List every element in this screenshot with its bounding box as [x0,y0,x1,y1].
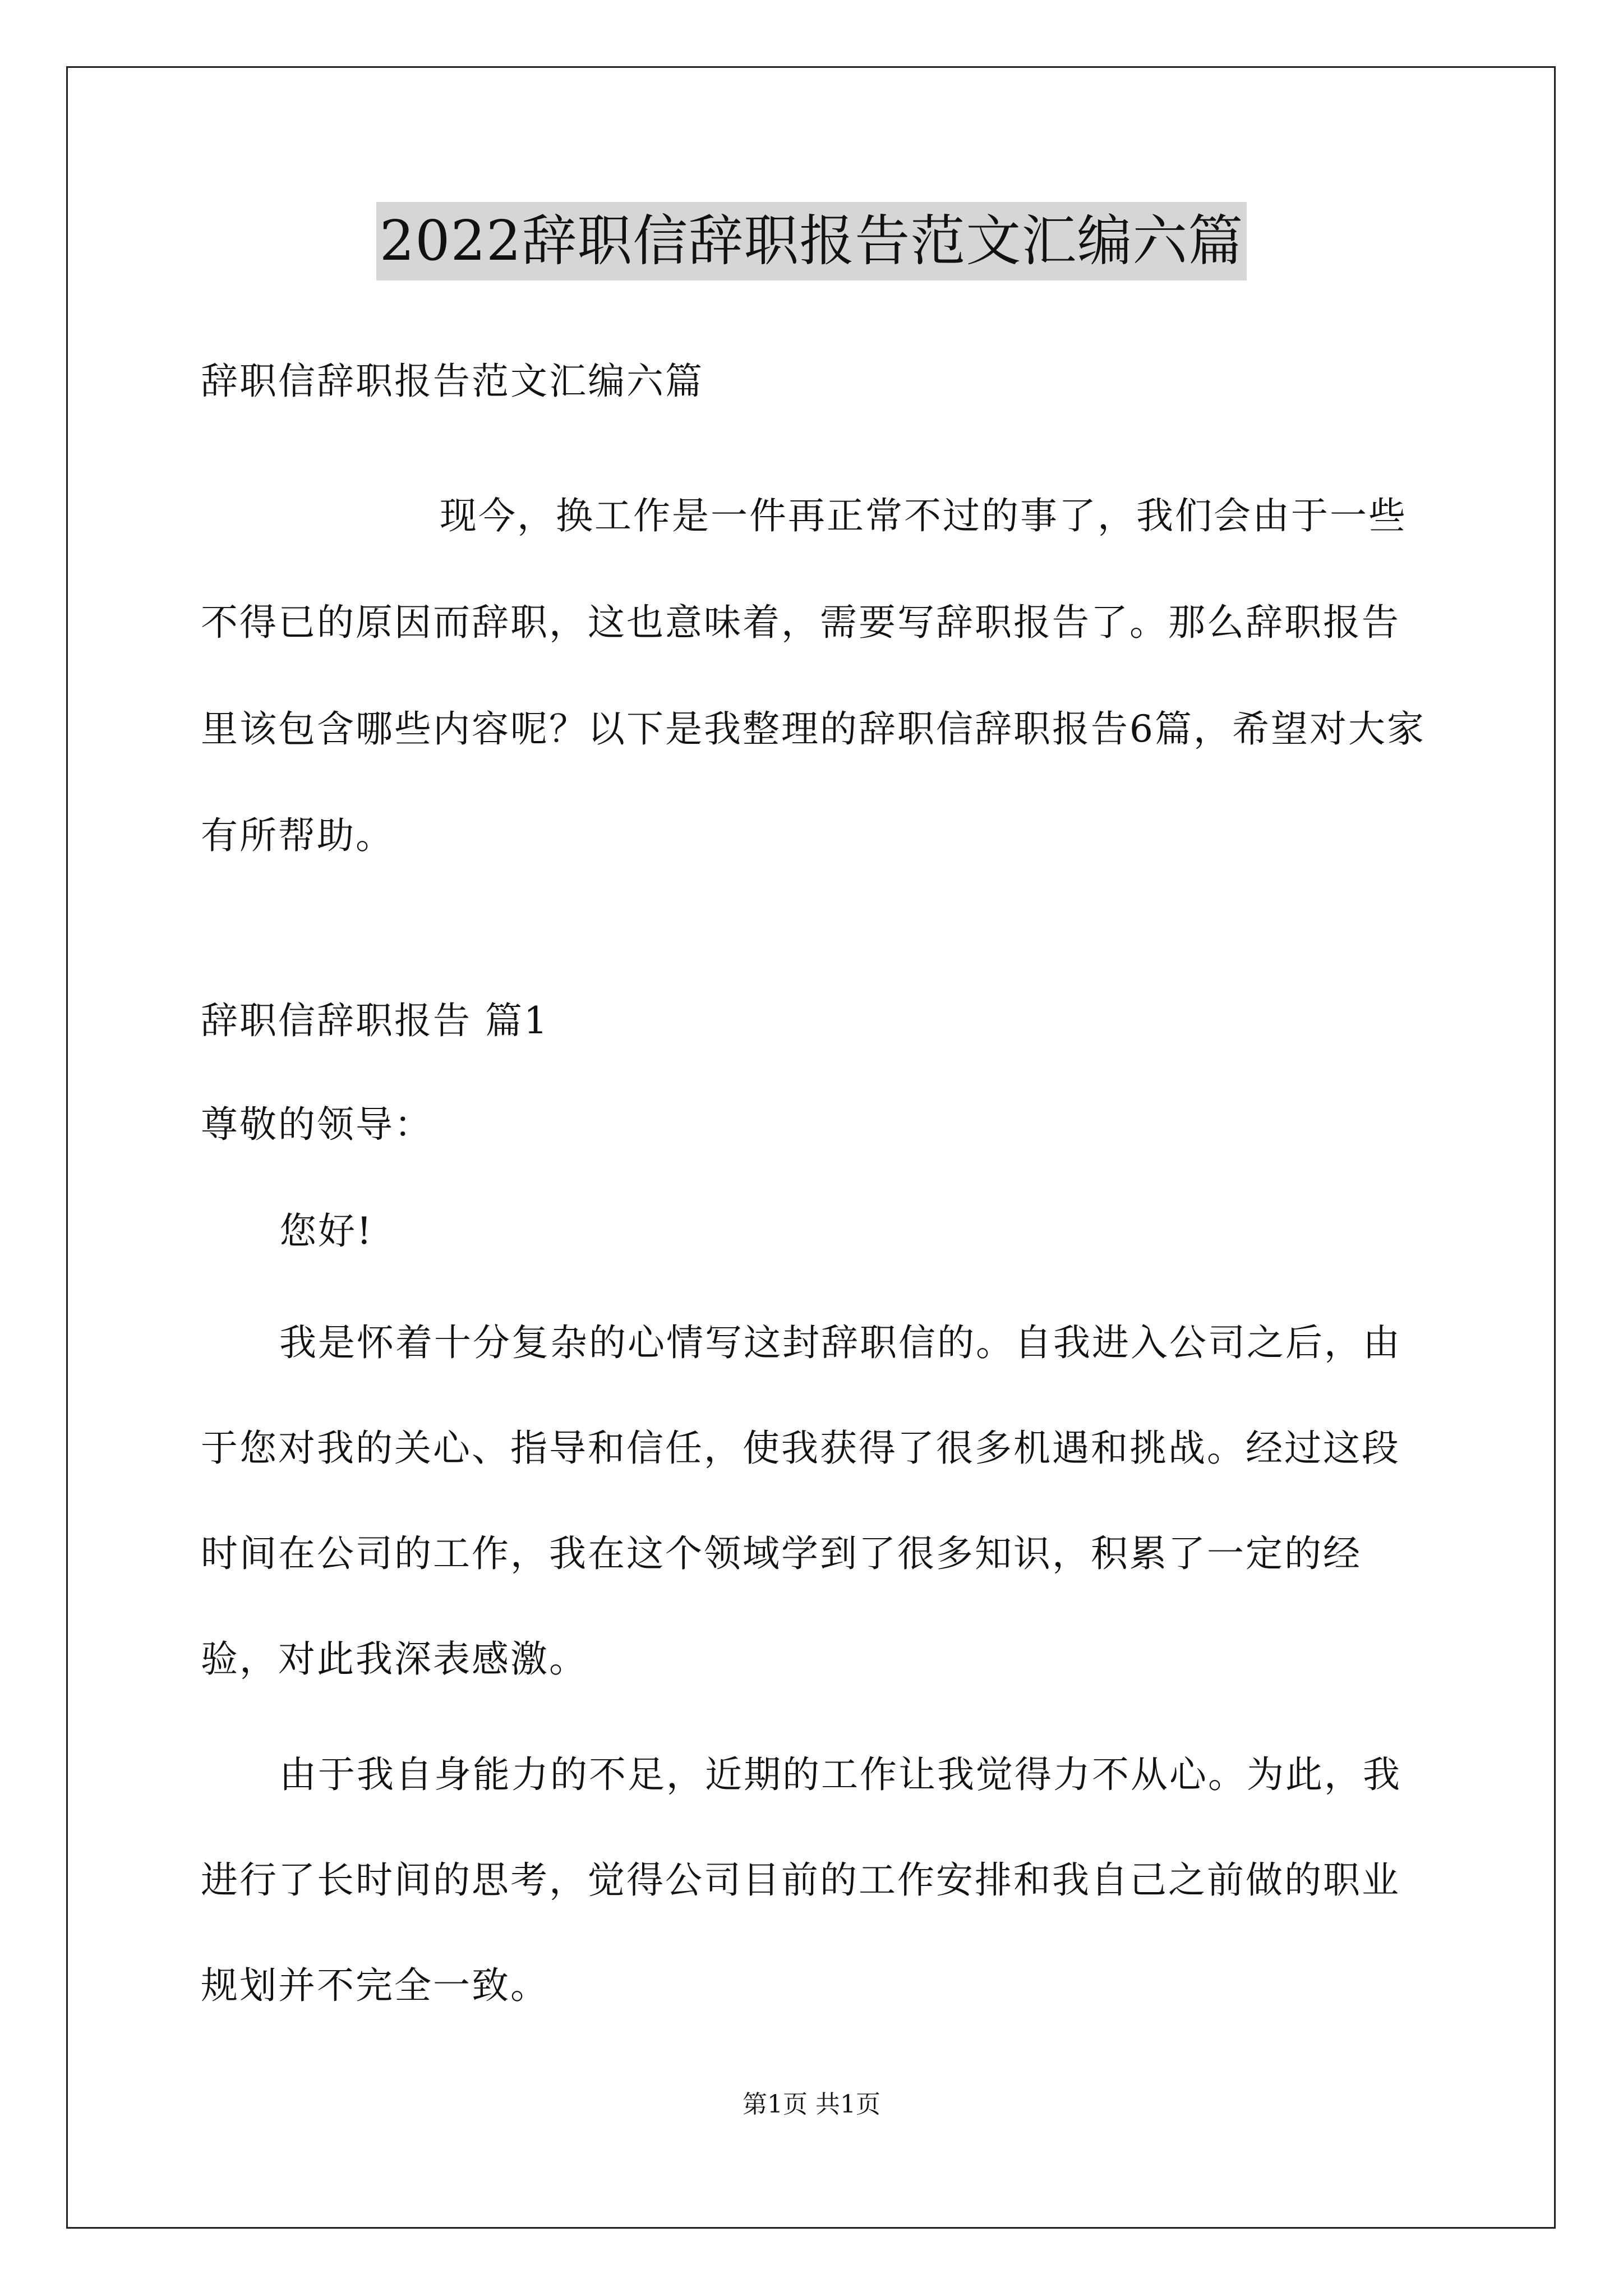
section-heading: 辞职信辞职报告 篇1 [201,999,549,1042]
salutation: 尊敬的领导： [201,1103,433,1146]
title-container [0,202,1623,280]
intro-text: 现今，换工作是一件再正常不过的事了，我们会由于一些不得已的原因而辞职，这也意味着，需要写辞职报告了。那么辞职报告里该包含哪些内容呢？以下是我整理的辞职信辞职报告6篇，希望对大家有所帮助。 [201,494,1426,857]
document-subtitle: 辞职信辞职报告范文汇编六篇 [201,360,704,403]
body-paragraph-1 [201,1290,1435,1712]
page-footer: 第1页 共1页 [743,2090,880,2119]
paragraph-text: 我是怀着十分复杂的心情写这封辞职信的。自我进入公司之后，由于您对我的关心、指导和信任，使我获得了很多机遇和挑战。经过这段时间在公司的工作，我在这个领域学到了很多知识，积累了一定的经验，对此我深表感激。 [201,1321,1401,1681]
body-paragraph-2 [201,1722,1435,2039]
intro-paragraph [201,463,1435,889]
document-title: 2022辞职信辞职报告范文汇编六篇 [376,202,1247,280]
greeting-text: 您好! [279,1209,374,1253]
paragraph-text: 由于我自身能力的不足，近期的工作让我觉得力不从心。为此，我进行了长时间的思考，觉得公司目前的工作安排和我自己之前做的职业规划并不完全一致。 [201,1753,1401,2007]
greeting [201,1206,1435,1257]
